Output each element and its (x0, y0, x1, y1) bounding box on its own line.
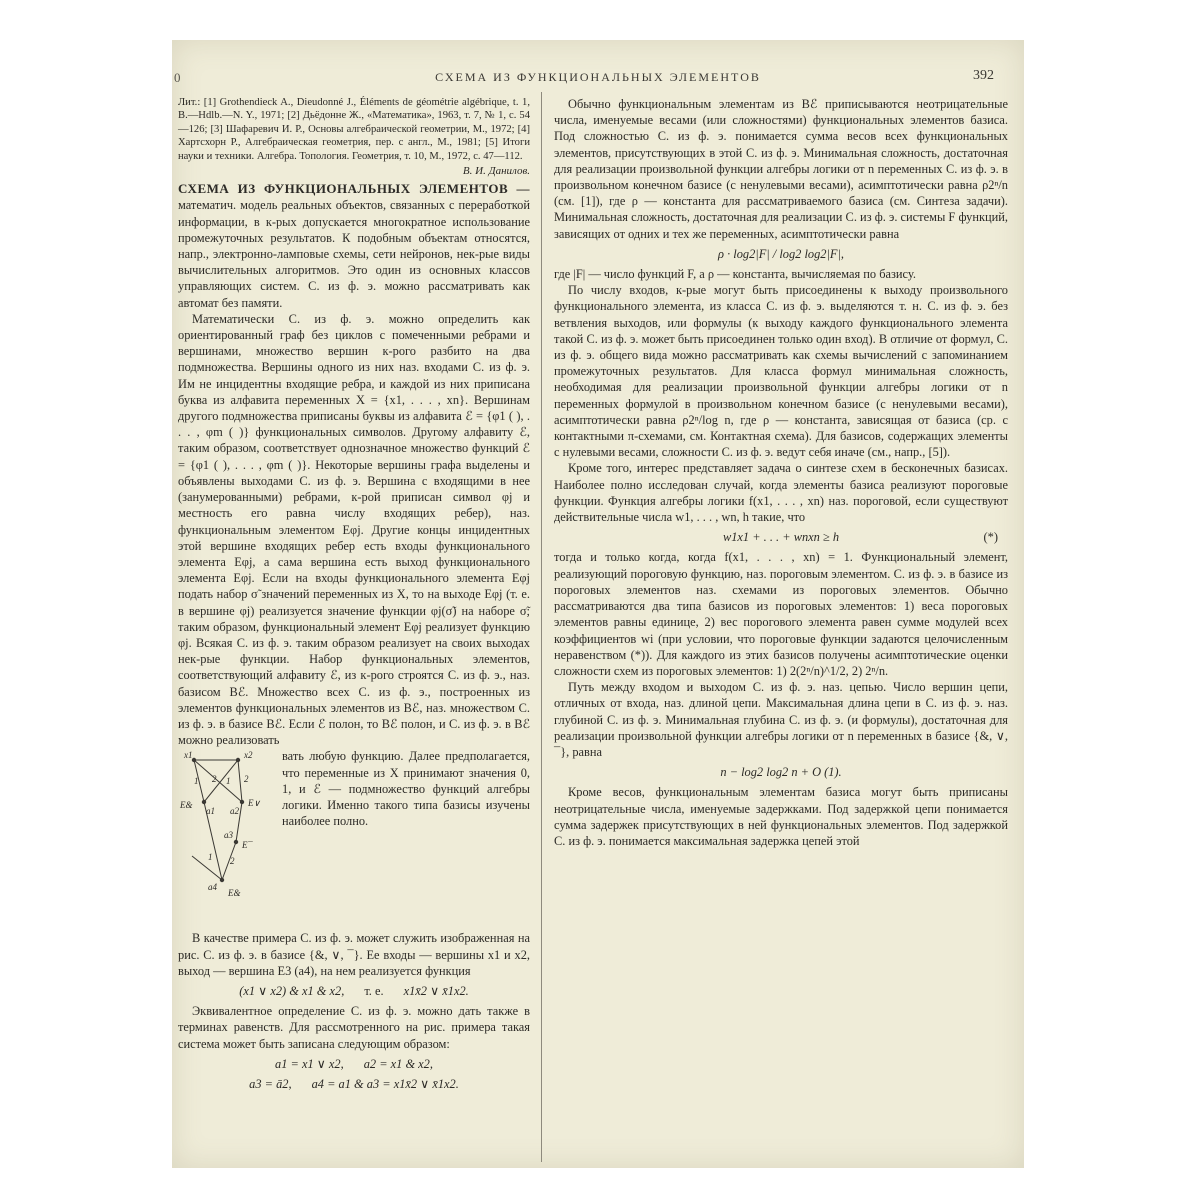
formula-threshold (554, 529, 1008, 545)
equation-row-2 (178, 1076, 530, 1092)
formula-threshold-tag: (*) (983, 530, 998, 545)
formula-te: т. е. (364, 983, 384, 998)
paragraph-delays: Кроме весов, функциональным элементам базиса могут быть приписаны неотрицательные числа, именуемые задержками. Под задержкой цепи понимается сумма задержек присутствующих в ней функциональных элементов. Под задержкой С. из ф. э. понимается максимальная задержка цепей этой (554, 785, 1008, 848)
paragraph-where-f: где |F| — число функций F, а ρ — константа, вычисляемая по базису. (554, 267, 916, 282)
figure-label-e-and: E& (180, 800, 193, 811)
author-signature: В. И. Данилов. (462, 165, 530, 178)
figure-label-x1: x1 (184, 750, 193, 761)
paragraph-threshold: Кроме того, интерес представляет задача о синтезе схем в бесконечных базисах. Наиболее полно исследован случай, когда элементы базиса реализуют пороговые функции. Функция алгебры логики f(x1, . . . , xn) наз. пороговой, если существуют действительные числа w1, . . . , wn, h такие, что (554, 461, 1008, 525)
formula-main: (x1 ∨ x2) & x1 & x2, (239, 983, 345, 998)
formula-depth: n − log2 log2 n + O (1). (720, 765, 842, 780)
figure-side-text: вать любую функцию. Далее предполагается, что переменные из X принимают значения 0, 1, и ℰ — подмножество функций алгебры логики. Именно такого типа базисы изучены наиболее полно. (282, 749, 530, 829)
article-title: СХЕМА ИЗ ФУНКЦИОНАЛЬНЫХ ЭЛЕМЕНТОВ — (178, 181, 530, 197)
paragraph-equivalent: Эквивалентное определение С. из ф. э. можно дать также в терминах равенств. Для рассмотренного на рис. примера такая система может быть записана следующим образом: (178, 1004, 530, 1051)
circuit-diagram (178, 748, 274, 916)
equation-a3: a3 = ā2, (249, 1076, 292, 1091)
header-left-fragment: 0 (174, 70, 181, 85)
figure-label-e-or: E∨ (248, 798, 261, 809)
equation-row-1 (178, 1056, 530, 1072)
figure-edge-label-6: 2 (230, 856, 235, 867)
formula-alt: x1x̄2 ∨ x̄1x2. (403, 983, 469, 998)
left-column (178, 96, 530, 1096)
figure-label-e-not: E¯ (242, 840, 252, 851)
article-intro (178, 181, 530, 311)
references: Лит.: [1] Grothendieck A., Dieudonné J., Éléments de géométrie algébrique, t. 1, B.—Hdlb.—N. Y., 1971; [2] Дьёдонне Ж., «Математика», 1963, т. 7, № 1, с. 54—126; [3] Шафаревич И. Р., Основы алгебраической геометрии, М., 1972; [4] Хартсхорн Р., Алгебраическая геометрия, пер. с англ., М., 1981; [5] Итоги науки и техники. Алгебра. Топология. Геометрия, т. 10, М., 1972, с. 47—112. (178, 97, 530, 162)
formula-example (178, 983, 530, 999)
column-divider (541, 92, 542, 1162)
formula-complexity-f: ρ · log2|F| / log2 log2|F|, (718, 246, 844, 261)
page-number: 392 (973, 68, 994, 83)
paragraph-example: В качестве примера С. из ф. э. может служить изображенная на рис. С. из ф. э. в базисе {&, ∨, ¯}. Ее входы — вершины x1 и x2, выход — вершина E3 (a4), на нем реализуется функция (178, 931, 530, 978)
paragraph-threshold-elements: тогда и только когда, когда f(x1, . . . , xn) = 1. Функциональный элемент, реализующий пороговую функцию, наз. пороговым элементом. С. из ф. э. в базисе из пороговых элементов наз. схемами из пороговых элементов. Обычно рассматриваются два типа базисов из пороговых элементов: 1) веса пороговых элементов равны единице, 2) вес порогового элемента равен сумме модулей всех коэффициентов wi (при условии, что пороговые функции задаются целочисленным неравенством (*)). Для каждого из этих базисов получены асимптотические оценки сложности схем из пороговых элементов: 1) 2(2ⁿ/n)^1/2, 2) 2ⁿ/n. (554, 550, 1008, 678)
header-title: СХЕМА ИЗ ФУНКЦИОНАЛЬНЫХ ЭЛЕМЕНТОВ (435, 70, 761, 84)
equation-a2: a2 = x1 & x2, (363, 1056, 433, 1071)
book-page (172, 40, 1024, 1168)
formula-threshold-expression: w1x1 + . . . + wnxn ≥ h (722, 530, 840, 545)
figure-edge-label-2: 2 (212, 774, 217, 785)
figure-label-a2: a2 (230, 806, 239, 817)
running-head (172, 64, 1024, 88)
figure-label-x2: x2 (244, 750, 253, 761)
figure-edge-label-1: 1 (194, 776, 199, 787)
figure-label-a4: a4 (208, 882, 217, 893)
figure-block (178, 748, 530, 930)
figure-label-a3: a3 (224, 830, 233, 841)
figure-label-e-and-out: E& (228, 888, 241, 899)
right-column (554, 96, 1008, 849)
figure-edge-label-5: 1 (208, 852, 213, 863)
paragraph-graph-definition: Математически С. из ф. э. можно определить как ориентированный граф без циклов с помеченными ребрами и вершинами, множество вершин к-рого разбито на два подмножества. Вершины одного из них наз. входами С. из ф. э. Им не инцидентны входящие ребра, и каждой из них приписана буква из алфавита переменных X = {x1, . . . , xn}. Вершинам другого подмножества приписаны буквы из алфавита ℰ = {φ1 ( ), . . . , φm ( )} функциональных символов. Другому алфавиту ℰ, таким образом, соответствует однозначное множество функций ℰ = {φ1 ( ), . . . , φm ( )}. Некоторые вершины графа выделены и объявлены выходами С. из ф. э. Вершина с входящими в нее (занумерованными) ребрами, к-рой приписан символ φj и местность его равна числу входящих ребер), наз. функциональным элементом Eφj. Другие концы инцидентных этой вершине входящих ребер есть входы функционального элемента Eφj, а сама вершина есть выход функционального элемента Eφj. Если на входы функционального элемента Eφj подать набор σ̃ значений переменных из X, то на выходе Eφj (т. е. в вершине φj) реализуется значение функции φj(σ̃) на наборе σ̃; таким образом, функциональный элемент Eφj реализует функцию φj. Всякая С. из ф. э. таким образом реализует на своих выходах нек-рые функции. Набор функциональных элементов, соответствующий алфавиту ℰ, из к-рого строятся С. из ф. э., наз. базисом Bℰ. Множество всех С. из ф. э., построенных из элементов функциональных элементов из Bℰ, наз. множеством С. из ф. э. в базисе Bℰ. Если ℰ полон, то Bℰ полон, и С. из ф. э. в Bℰ можно реализовать (178, 311, 530, 748)
figure-edge-label-4: 2 (244, 774, 249, 785)
paragraph-weights: Обычно функциональным элементам из Bℰ приписываются неотрицательные числа, именуемые весами (или сложностями) функциональных элементов базиса. Под сложностью С. из ф. э. понимается сумма весов всех функциональных элементов, присутствующих в этой С. из ф. э. Минимальная сложность, достаточная для реализации произвольной функции алгебры логики от n переменных С. из ф. э. в произвольном конечном базисе (с ненулевыми весами), асимптотически равна ρ2ⁿ/n (см. [1]), где ρ — константа для рассматриваемого базиса (см. Синтеза задачи). Минимальная сложность, достаточная для реализации С. из ф. э. системы F функций, зависящих от одних и тех же переменных, асимптотически равна (554, 97, 1008, 241)
equation-a1: a1 = x1 ∨ x2, (275, 1056, 344, 1071)
figure-label-a1: a1 (206, 806, 215, 817)
paragraph-formulas: По числу входов, к-рые могут быть присоединены к выходу произвольного функционального элемента, из класса С. из ф. э. выделяются т. н. С. из ф. э. без ветвления выходов, или формулы (к выходу каждого функционального элемента такой С. из ф. э. может быть присоединен только один вход). В отличие от формул, С. из ф. э. общего вида можно рассматривать как схемы вычислений с запоминанием промежуточных результатов. Для класса формул минимальная сложность, необходимая для реализации произвольной функции алгебры логики от n переменных формулой в произвольном конечном базисе (с ненулевыми весами), асимптотически равна ρ2ⁿ/log n, где ρ — константа, зависящая от базиса (ср. с контактными π-схемами, см. Контактная схема). Для базисов, содержащих элементы с нулевыми весами, сложности С. из ф. э. ведут себя иначе (см., напр., [5]). (554, 283, 1008, 460)
figure-edge-label-3: 1 (226, 776, 231, 787)
equation-a4: a4 = a1 & a3 = x1x̄2 ∨ x̄1x2. (311, 1076, 459, 1091)
paragraph-definition: математич. модель реальных объектов, связанных с переработкой информации, в к-рых допускается многократное использование промежуточных результатов. К подобным объектам относятся, напр., электронно-ламповые схемы, сети нейронов, нек-рые виды вычислительных алгоритмов. Это один из основных классов управляющих систем. С. из ф. э. можно рассматривать как автомат без памяти. (178, 198, 530, 310)
paragraph-depth: Путь между входом и выходом С. из ф. э. наз. цепью. Число вершин цепи, отличных от входа, наз. длиной цепи. Максимальная длина цепи в С. из ф. э. наз. глубиной С. из ф. э. Минимальная глубина С. из ф. э. (и формулы), достаточная для реализации произвольной функции алгебры логики от n переменных в базисе {&, ∨, ¯}, равна (554, 680, 1008, 759)
